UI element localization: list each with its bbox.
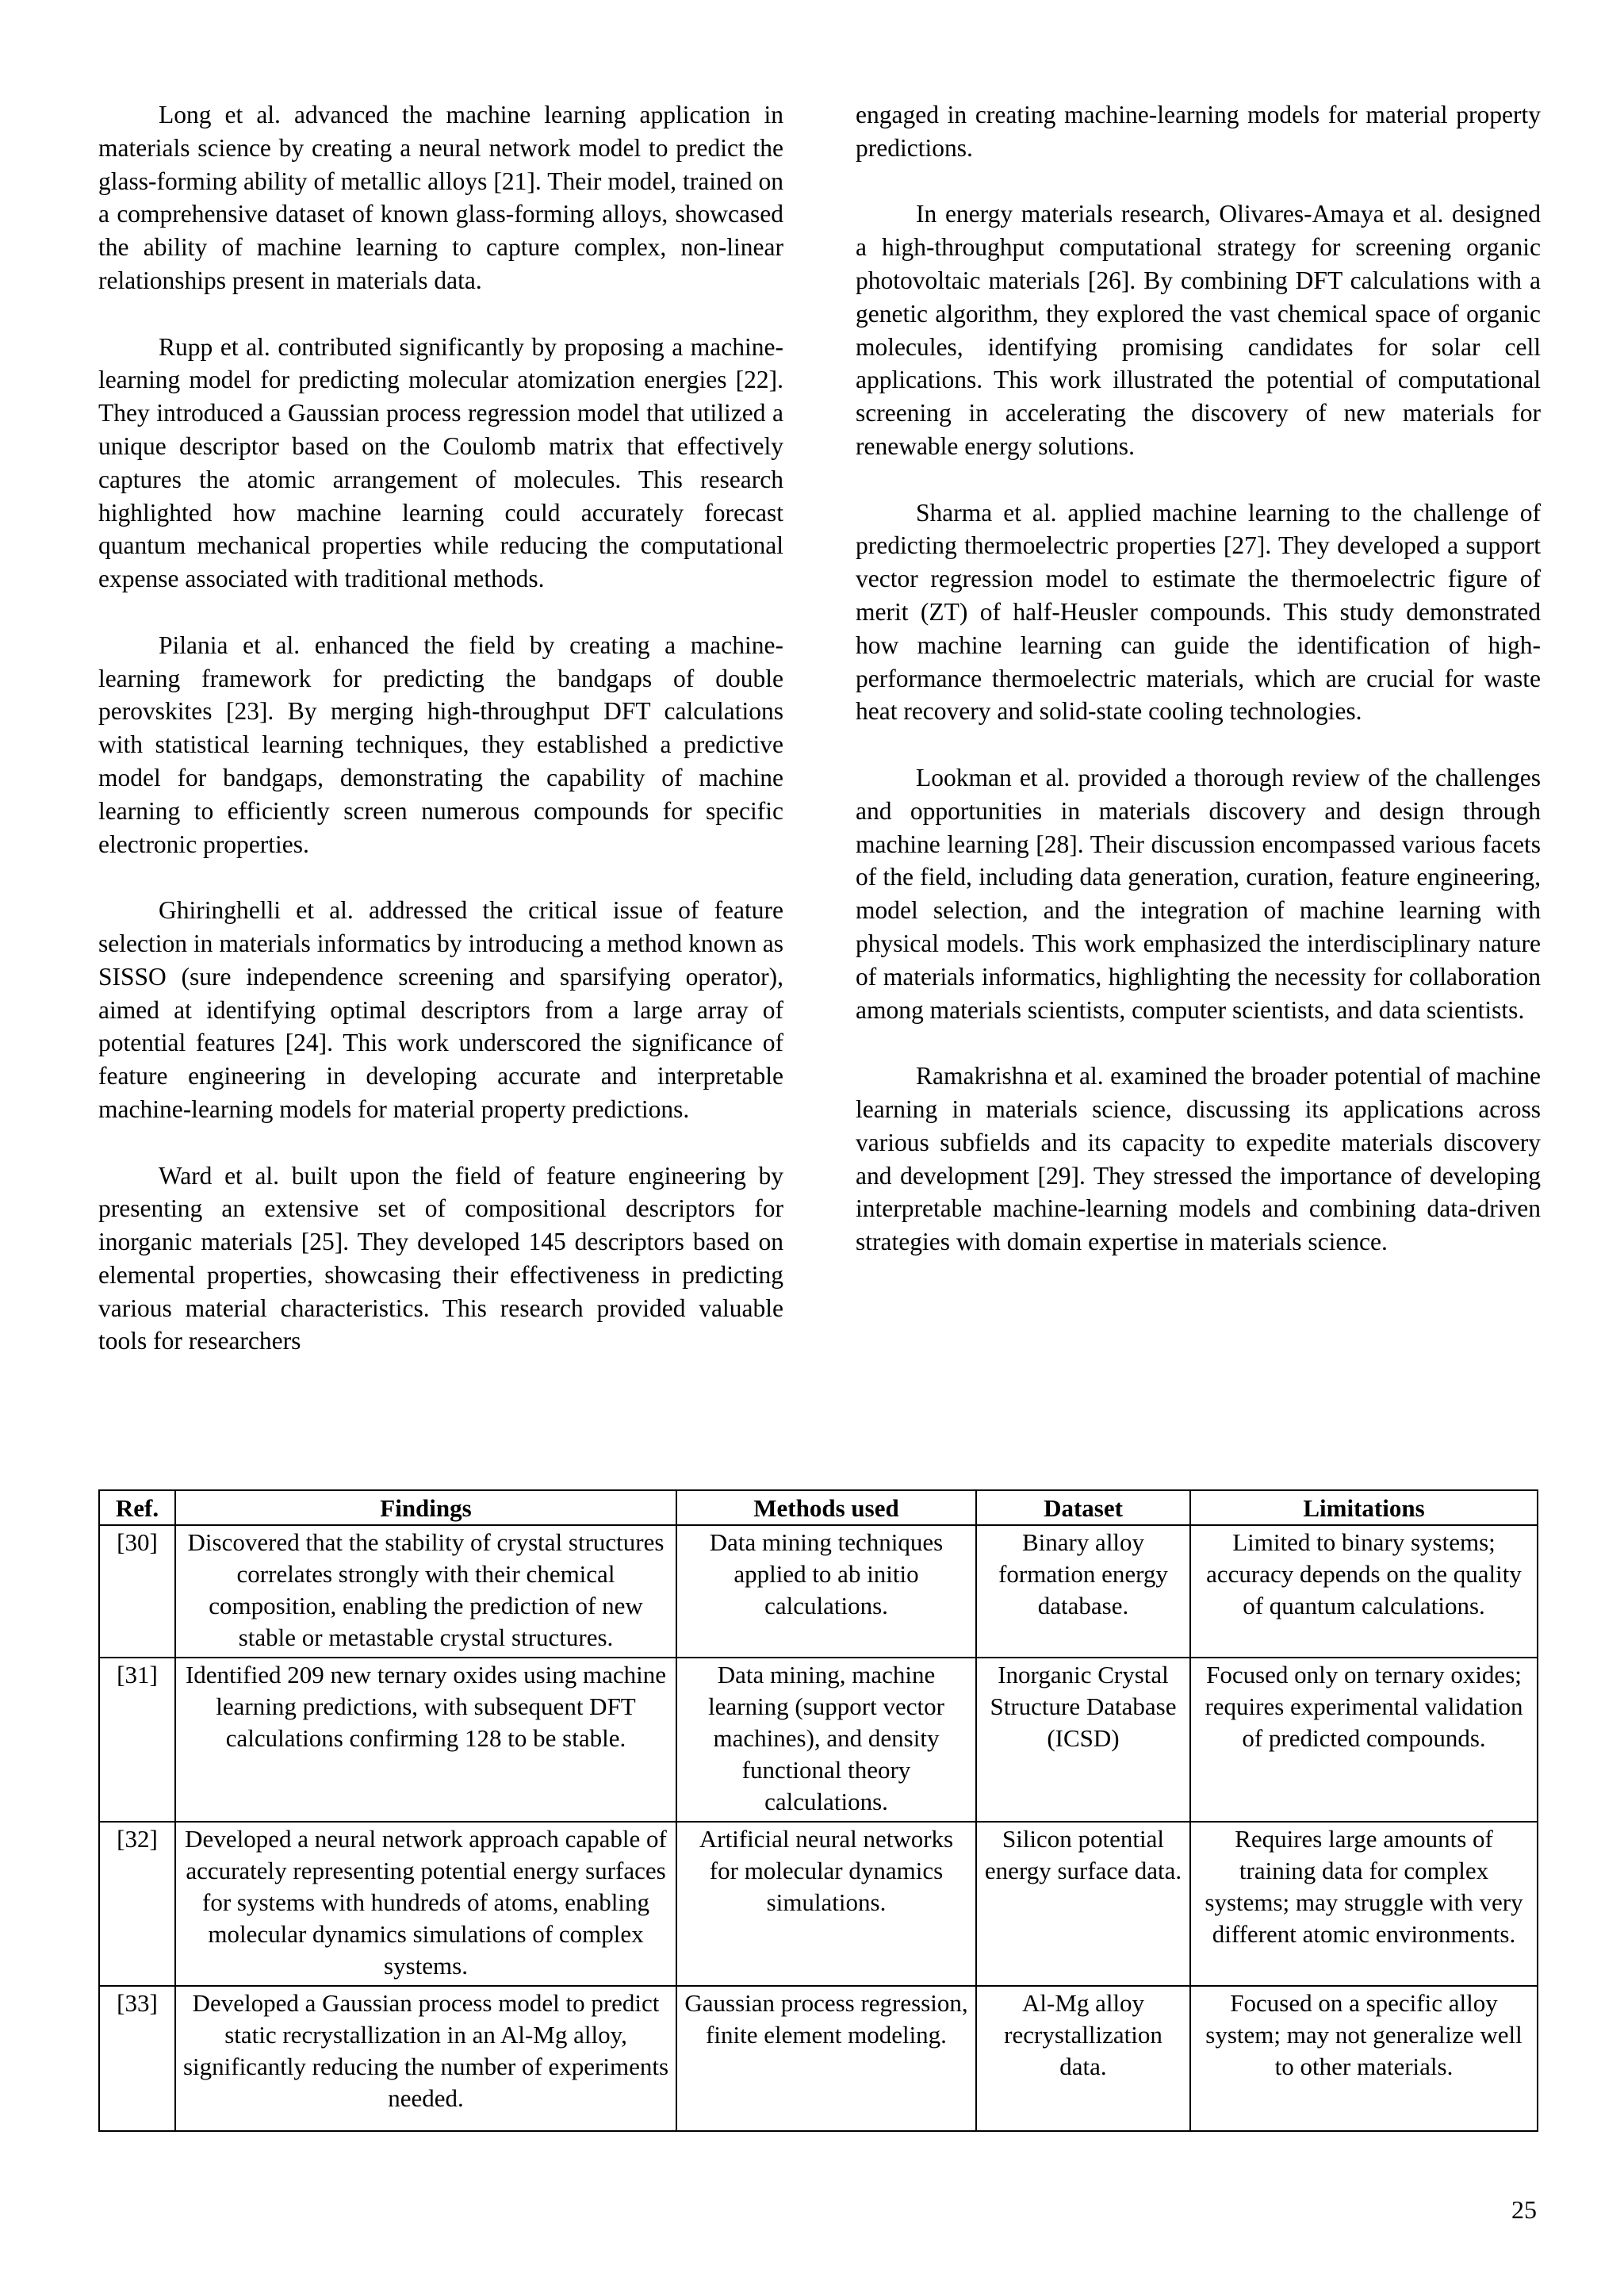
- table-header-row: [99, 1490, 1538, 1525]
- header-findings: Findings: [175, 1490, 676, 1525]
- cell-limitations: Focused on a specific alloy system; may not generalize well to other materials.: [1190, 1986, 1538, 2131]
- paragraph-ghiringhelli-et-al: Ghiringhelli et al. addressed the critical issue of feature selection in materials informatics by introducing a method known as SISSO (sure independence screening and sparsifying operator), aimed at identifying optimal descriptors from a large array of potential features [24]. This work underscored the significance of feature engineering in developing accurate and interpretable machine-learning models for material property predictions.: [98, 896, 783, 1123]
- paragraph-lookman-et-al: Lookman et al. provided a thorough review of the challenges and opportunities in materials discovery and design through machine learning [28]. Their discussion encompassed various facets of the field, including data generation, curation, feature engineering, model selection, and the integration of machine learning with physical models. This work emphasized the interdisciplinary nature of materials informatics, highlighting the necessity for collaboration among materials scientists, computer scientists, and data scientists.: [856, 763, 1541, 1024]
- paragraph-ramakrishna-et-al: Ramakrishna et al. examined the broader potential of machine learning in materials science, discussing its applications across various subfields and its capacity to expedite materials discovery and development [29]. They stressed the importance of developing interpretable machine-learning models and combining data-driven strategies with domain expertise in materials science.: [856, 1062, 1541, 1256]
- cell-dataset: Inorganic Crystal Structure Database (ICSD): [976, 1658, 1190, 1822]
- cell-limitations: Limited to binary systems; accuracy depends on the quality of quantum calculations.: [1190, 1525, 1538, 1658]
- table-row: [99, 1525, 1538, 1658]
- cell-methods: Data mining techniques applied to ab initio calculations.: [676, 1525, 976, 1658]
- cell-dataset: Al-Mg alloy recrystallization data.: [976, 1986, 1190, 2131]
- paragraph-rupp-et-al: Rupp et al. contributed significantly by proposing a machine-learning model for predicting molecular atomization energies [22]. They introduced a Gaussian process regression model that utilized a unique descriptor based on the Coulomb matrix that effectively captures the atomic arrangement of molecules. This research highlighted how machine learning could accurately forecast quantum mechanical properties while reducing the computational expense associated with traditional methods.: [98, 332, 783, 593]
- left-text-column: [98, 98, 783, 1358]
- paragraph-pilania-et-al: Pilania et al. enhanced the field by creating a machine-learning framework for predicting the bandgaps of double perovskites [23]. By merging high-throughput DFT calculations with statistical learning techniques, they established a predictive model for bandgaps, demonstrating the capability of machine learning to efficiently screen numerous compounds for specific electronic properties.: [98, 631, 783, 858]
- table-row: [99, 1986, 1538, 2131]
- header-limitations: Limitations: [1190, 1490, 1538, 1525]
- cell-findings: Developed a Gaussian process model to predict static recrystallization in an Al-Mg alloy, significantly reducing the number of experiments needed.: [175, 1986, 676, 2131]
- table-row: [99, 1658, 1538, 1822]
- cell-findings: Identified 209 new ternary oxides using machine learning predictions, with subsequent DFT calculations confirming 128 to be stable.: [175, 1658, 676, 1822]
- paragraph-continuation: engaged in creating machine-learning models for material property predictions.: [856, 101, 1541, 162]
- cell-methods: Artificial neural networks for molecular dynamics simulations.: [676, 1822, 976, 1986]
- cell-ref: [31]: [99, 1658, 175, 1822]
- cell-limitations: Focused only on ternary oxides; requires experimental validation of predicted compounds.: [1190, 1658, 1538, 1822]
- header-ref: Ref.: [99, 1490, 175, 1525]
- cell-methods: Gaussian process regression, finite element modeling.: [676, 1986, 976, 2131]
- paragraph-ward-et-al: Ward et al. built upon the field of feature engineering by presenting an extensive set of compositional descriptors for inorganic materials [25]. They developed 145 descriptors based on elemental properties, showcasing their effectiveness in predicting various material characteristics. This research provided valuable tools for researchers: [98, 1161, 783, 1355]
- literature-review-table: [98, 1489, 1538, 2132]
- cell-ref: [33]: [99, 1986, 175, 2131]
- paragraph-sharma-et-al: Sharma et al. applied machine learning to the challenge of predicting thermoelectric properties [27]. They developed a support vector regression model to estimate the thermoelectric figure of merit (ZT) of half-Heusler compounds. This study demonstrated how machine learning can guide the identification of high-performance thermoelectric materials, which are crucial for waste heat recovery and solid-state cooling technologies.: [856, 498, 1541, 726]
- right-text-column: [856, 98, 1541, 1259]
- paragraph-olivares-amaya-et-al: In energy materials research, Olivares-Amaya et al. designed a high-throughput computational strategy for screening organic photovoltaic materials [26]. By combining DFT calculations with a genetic algorithm, they explored the vast chemical space of organic molecules, identifying promising candidates for solar cell applications. This work illustrated the potential of computational screening in accelerating the discovery of new materials for renewable energy solutions.: [856, 200, 1541, 460]
- header-dataset: Dataset: [976, 1490, 1190, 1525]
- cell-dataset: Silicon potential energy surface data.: [976, 1822, 1190, 1986]
- cell-ref: [30]: [99, 1525, 175, 1658]
- page-number: 25: [1511, 2195, 1537, 2224]
- header-methods-used: Methods used: [676, 1490, 976, 1525]
- table-row: [99, 1822, 1538, 1986]
- cell-findings: Developed a neural network approach capable of accurately representing potential energy surfaces for systems with hundreds of atoms, enabling molecular dynamics simulations of complex systems.: [175, 1822, 676, 1986]
- cell-ref: [32]: [99, 1822, 175, 1986]
- cell-findings: Discovered that the stability of crystal structures correlates strongly with their chemical composition, enabling the prediction of new stable or metastable crystal structures.: [175, 1525, 676, 1658]
- cell-limitations: Requires large amounts of training data for complex systems; may struggle with very different atomic environments.: [1190, 1822, 1538, 1986]
- paragraph-long-et-al: Long et al. advanced the machine learning application in materials science by creating a neural network model to predict the glass-forming ability of metallic alloys [21]. Their model, trained on a comprehensive dataset of known glass-forming alloys, showcased the ability of machine learning to capture complex, non-linear relationships present in materials data.: [98, 101, 783, 294]
- cell-methods: Data mining, machine learning (support vector machines), and density functional theory calculations.: [676, 1658, 976, 1822]
- cell-dataset: Binary alloy formation energy database.: [976, 1525, 1190, 1658]
